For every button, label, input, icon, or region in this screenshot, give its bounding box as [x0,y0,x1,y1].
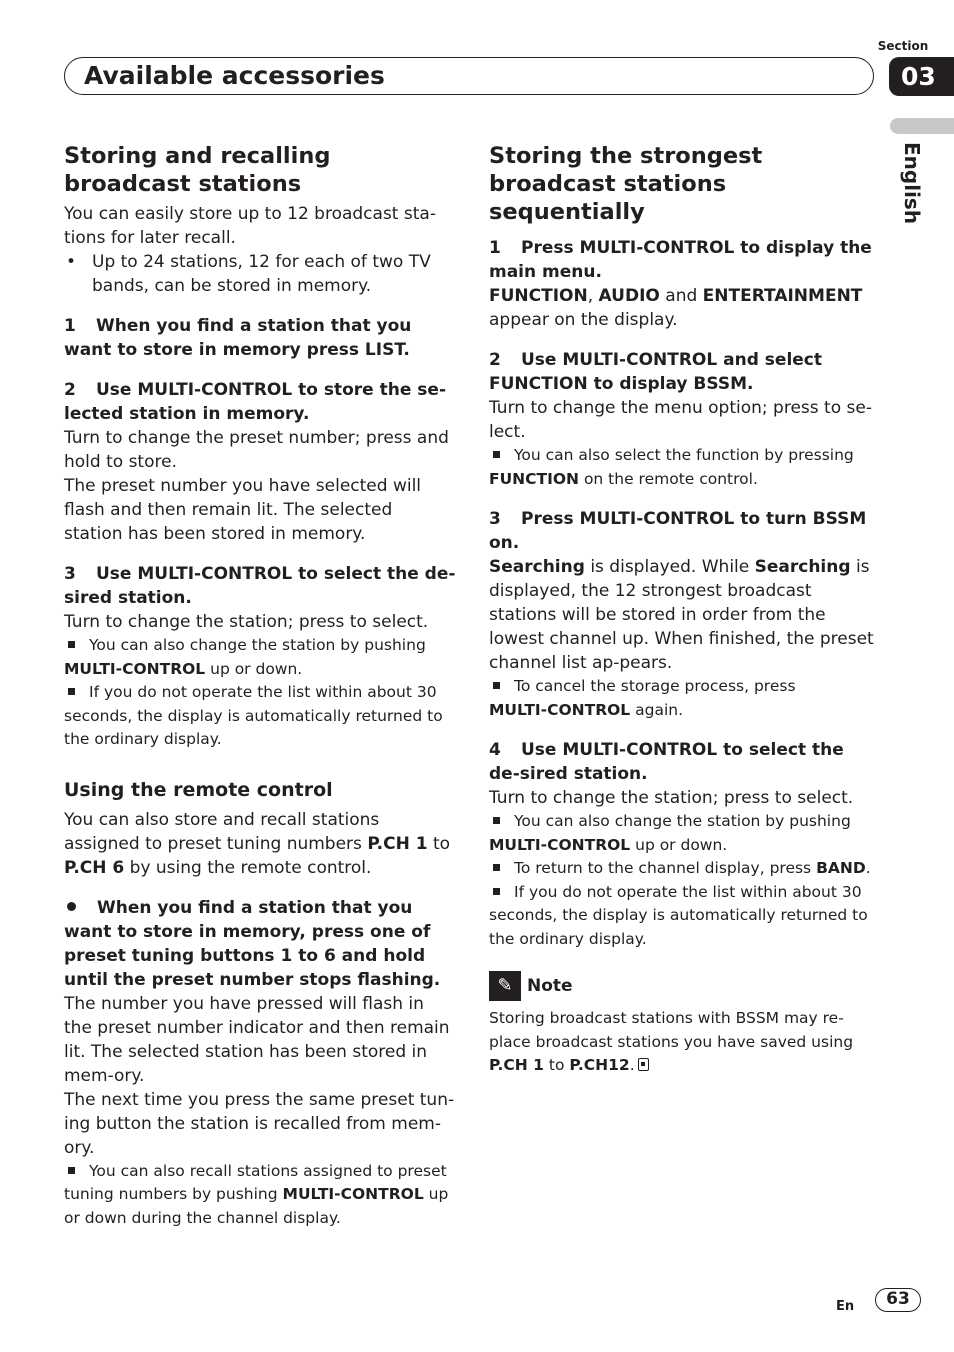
left-step-2: 2 Use MULTI-CONTROL to store the se-lected station in memory. [64,380,446,424]
left-step-3: 3 Use MULTI-CONTROL to select the de-sired station. [64,564,456,608]
right-column [489,142,879,1078]
left-step-1: 1 When you find a station that you want to store in memory press LIST. [64,316,412,360]
right-heading: Storing the strongest broadcast stations sequentially [489,143,763,225]
square-bullet-icon [493,864,500,871]
page-title: Available accessories [84,61,385,90]
left-step-3-body: Turn to change the station; press to select. [64,612,429,632]
right-note-2: To cancel the storage process, press MULTI-CONTROL again. [489,677,796,719]
right-note-3: You can also change the station by pushing MULTI-CONTROL up or down. [489,812,851,854]
section-number-tab: 03 [889,57,954,96]
note-body: Storing broadcast stations with BSSM may re-place broadcast stations you have saved using P.CH 1 to P.CH12. [489,1009,854,1074]
language-label: English [900,142,924,225]
bullet-step-body-1: The number you have pressed will flash in the preset number indicator and then remain lit. The selected station has been stored in mem-ory. [64,993,450,1086]
section-label: Section [877,39,929,53]
right-note-5: If you do not operate the list within about 30 seconds, the display is automatically returned to the ordinary display. [489,882,868,948]
square-bullet-icon [493,817,500,824]
right-note-4: To return to the channel display, press BAND. [489,857,879,881]
square-bullet-icon [493,451,500,458]
left-column [64,142,456,1230]
right-step-2: 2 Use MULTI-CONTROL and select FUNCTION to display BSSM. [489,350,823,394]
square-bullet-icon [68,688,75,695]
left-step-2-body-2: The preset number you have selected will flash and then remain lit. The selected station has been stored in memory. [64,476,422,544]
left-note-2: If you do not operate the list within about 30 seconds, the display is automatically returned to the ordinary display. [64,683,443,748]
round-bullet-icon [67,902,76,911]
right-step-3-body: Searching is displayed. While Searching is displayed, the 12 strongest broadcast stations will be stored in order from the lowest channel up. When finished, the preset channel list ap-pears. [489,557,874,673]
right-step-4-body: Turn to change the station; press to select. [489,788,854,808]
left-bullet-step: When you find a station that you want to store in memory, press one of preset tuning buttons 1 to 6 and hold until the preset number stops flashing. [64,897,441,990]
right-note-1: You can also select the function by pressing FUNCTION on the remote control. [489,446,854,488]
note-header [489,971,879,1001]
remote-heading: Using the remote control [64,778,333,801]
footer-language: En [836,1299,855,1314]
right-step-4: 4 Use MULTI-CONTROL to select the de-sired station. [489,740,844,784]
right-step-1-body: FUNCTION, AUDIO and ENTERTAINMENT appear on the display. [489,286,863,330]
left-heading: Storing and recalling broadcast stations [64,143,331,197]
left-intro: You can easily store up to 12 broadcast sta-tions for later recall. [64,204,436,248]
page-number: 63 [875,1288,921,1312]
right-step-1: 1 Press MULTI-CONTROL to display the main menu. [489,238,872,282]
left-step-2-body-1: Turn to change the preset number; press and hold to store. [64,428,449,472]
square-bullet-icon [68,1167,75,1174]
left-bullet [64,250,456,298]
bullet-step-body-2: The next time you press the same preset tun-ing button the station is recalled from mem-ory. [64,1089,455,1158]
end-of-section-icon [638,1058,649,1071]
language-tab [890,118,954,134]
square-bullet-icon [68,641,75,648]
pencil-note-icon: ✎ [489,971,521,1001]
square-bullet-icon [493,682,500,689]
right-step-2-body: Turn to change the menu option; press to se-lect. [489,398,872,442]
left-bullet-text: Up to 24 stations, 12 for each of two TV bands, can be stored in memory. [92,252,431,296]
remote-body: You can also store and recall stations assigned to preset tuning numbers P.CH 1 to P.CH 6 by using the remote control. [64,809,451,878]
note-title: Note [527,976,573,996]
left-note-1: You can also change the station by pushing MULTI-CONTROL up or down. [64,636,426,678]
bullet-dot-icon: • [66,252,77,272]
right-step-3: 3 Press MULTI-CONTROL to turn BSSM on. [489,509,867,553]
left-note-3: You can also recall stations assigned to preset tuning numbers by pushing MULTI-CONTROL up or down during the channel display. [64,1161,449,1227]
square-bullet-icon [493,888,500,895]
